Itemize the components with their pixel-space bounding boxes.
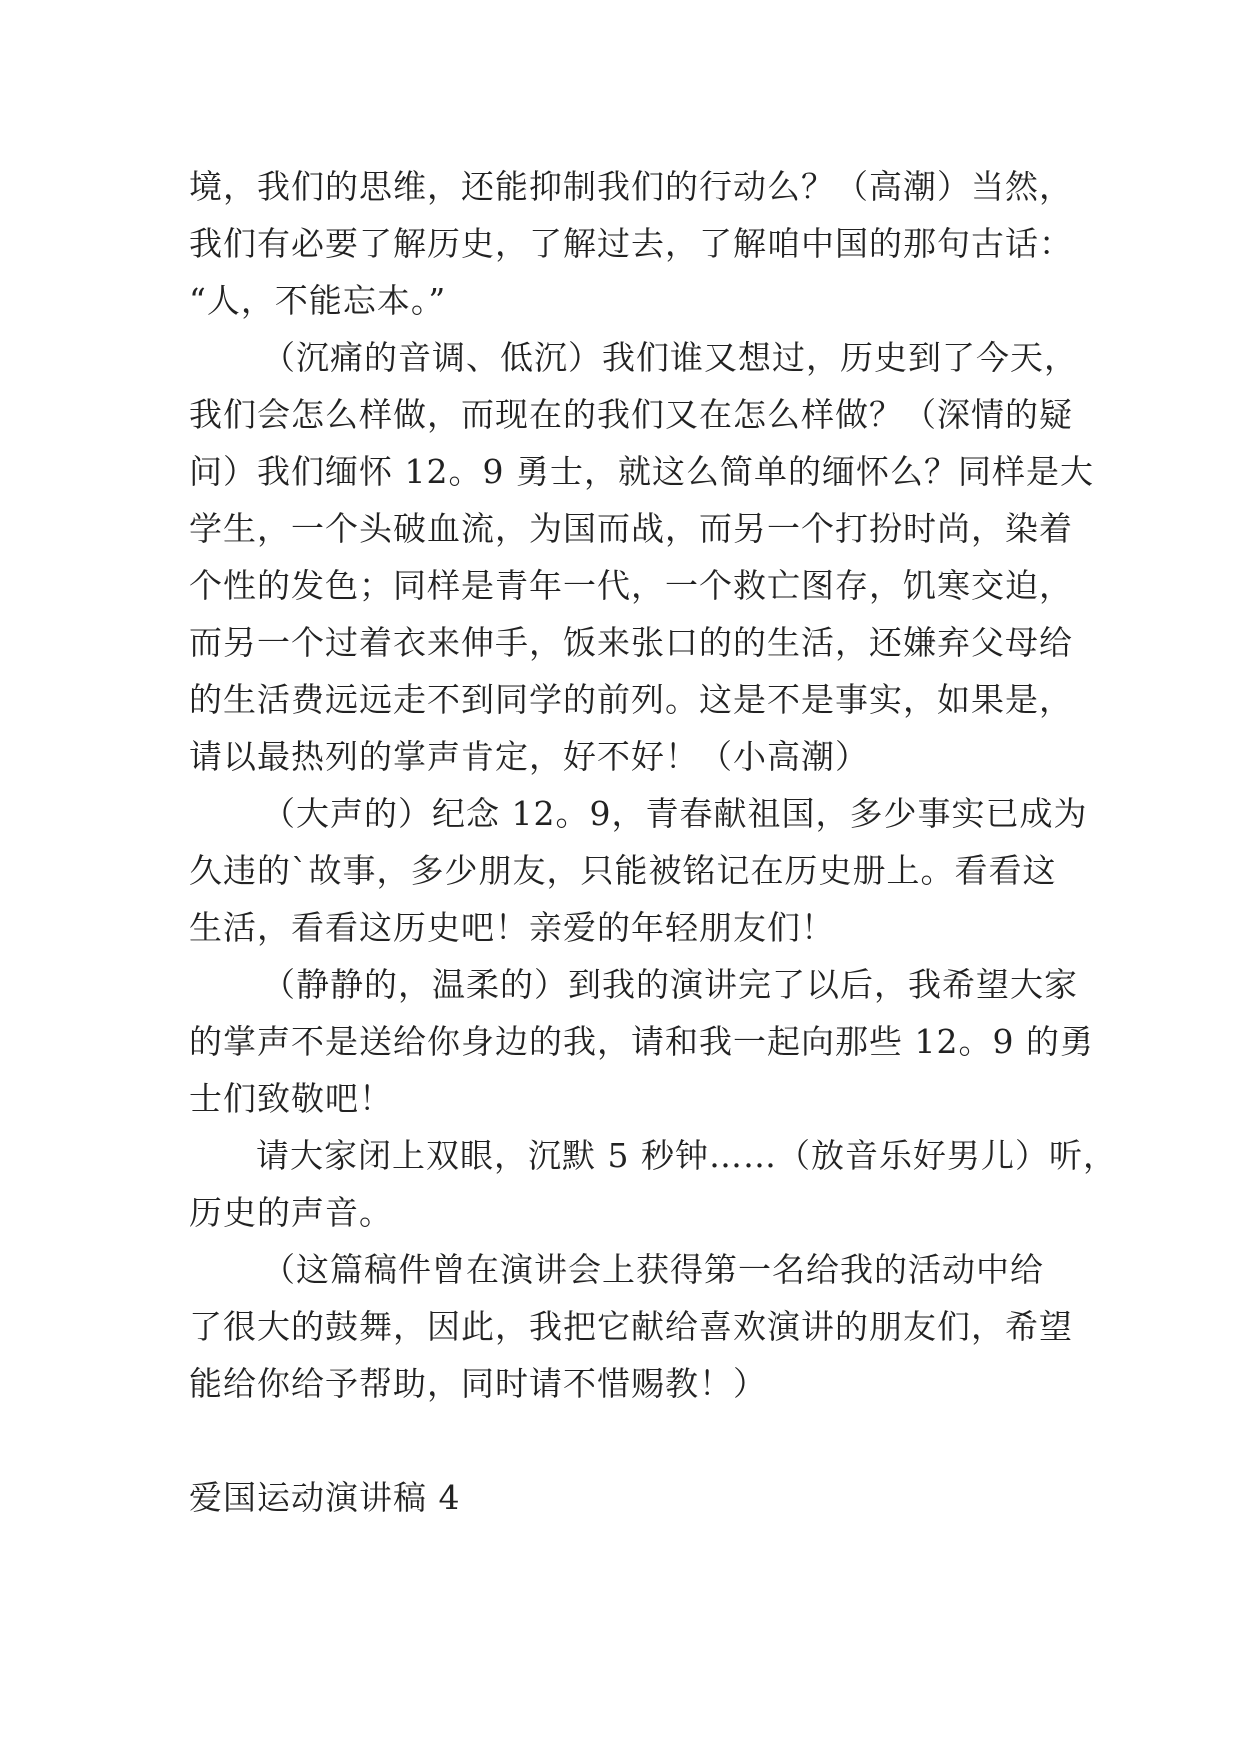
section-title: 爱国运动演讲稿 4: [189, 1478, 461, 1517]
body-text-line: 历史的声音。: [189, 1193, 393, 1232]
body-text-line: 问）我们缅怀 12。9 勇士，就这么简单的缅怀么？同样是大: [189, 452, 1094, 491]
body-text-line: 生活，看看这历史吧！亲爱的年轻朋友们！: [189, 908, 835, 947]
paragraph-first-line: （静静的，温柔的）到我的演讲完了以后，我希望大家: [262, 965, 1078, 1004]
body-text-line: 请以最热列的掌声肯定，好不好！（小高潮）: [189, 737, 869, 776]
body-text-line: 个性的发色；同样是青年一代，一个救亡图存，饥寒交迫，: [189, 566, 1073, 605]
paragraph-first-line: （大声的）纪念 12。9，青春献祖国，多少事实已成为: [262, 794, 1088, 833]
body-text-line: 久违的`故事，多少朋友，只能被铭记在历史册上。看看这: [189, 851, 1057, 890]
body-text-line: 我们有必要了解历史，了解过去，了解咱中国的那句古话：: [189, 224, 1073, 263]
body-text-line: 而另一个过着衣来伸手，饭来张口的的生活，还嫌弃父母给: [189, 623, 1073, 662]
body-text-line: 境，我们的思维，还能抑制我们的行动么？（高潮）当然，: [189, 167, 1073, 206]
body-text-line: 了很大的鼓舞，因此，我把它献给喜欢演讲的朋友们，希望: [189, 1307, 1073, 1346]
body-text-line: 士们致敬吧！: [189, 1079, 393, 1118]
body-text-line: “人，不能忘本。”: [189, 281, 447, 320]
body-text-line: 学生，一个头破血流，为国而战，而另一个打扮时尚，染着: [189, 509, 1073, 548]
body-text-line: 我们会怎么样做，而现在的我们又在怎么样做？（深情的疑: [189, 395, 1073, 434]
paragraph-first-line: 请大家闭上双眼，沉默 5 秒钟……（放音乐好男儿）听，: [256, 1136, 1117, 1175]
body-text-line: 能给你给予帮助，同时请不惜赐教！）: [189, 1364, 767, 1403]
body-text-line: 的掌声不是送给你身边的我，请和我一起向那些 12。9 的勇: [189, 1022, 1094, 1061]
body-text-line: 的生活费远远走不到同学的前列。这是不是事实，如果是，: [189, 680, 1073, 719]
paragraph-first-line: （沉痛的音调、低沉）我们谁又想过，历史到了今天，: [262, 338, 1078, 377]
paragraph-first-line: （这篇稿件曾在演讲会上获得第一名给我的活动中给: [262, 1250, 1044, 1289]
